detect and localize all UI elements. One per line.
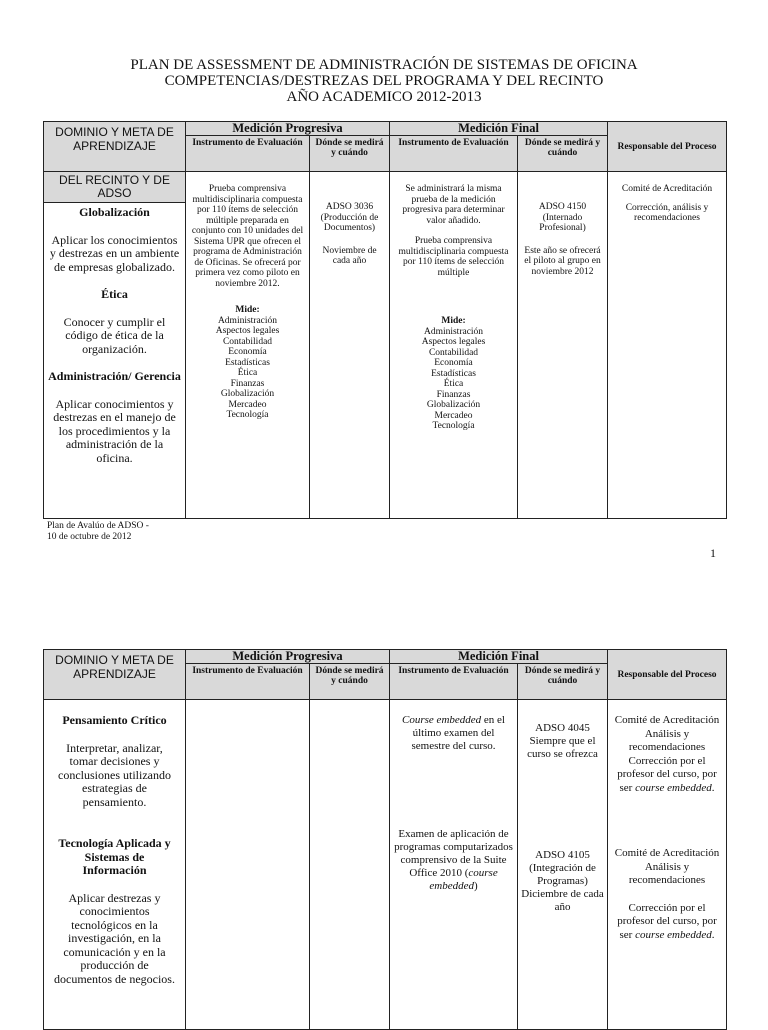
resp-row1-comite: Comité de Acreditación <box>614 714 720 726</box>
final-instr-row2 <box>394 828 513 893</box>
header-final-instrumento: Instrumento de Evaluación <box>390 664 518 700</box>
page-number: 1 <box>710 546 716 560</box>
prog-donde-cell <box>310 172 390 519</box>
final-donde-row1-course: ADSO 4045 <box>535 722 590 734</box>
domain-etica-title: Ética <box>101 287 128 301</box>
final-mide-item: Tecnología <box>432 421 475 431</box>
footer-line-1: Plan de Avalúo de ADSO - <box>47 521 149 531</box>
resp-row2-correccion-text: Corrección por el profesor del curso, por ser <box>617 901 717 941</box>
resp-row1-analisis: Análisis y recomendaciones <box>628 727 706 753</box>
resp-row2-comite: Comité de Acreditación <box>614 847 720 859</box>
header-medicion-final: Medición Final <box>390 122 608 136</box>
responsable-cell <box>608 172 727 519</box>
header-medicion-progresiva: Medición Progresiva <box>186 122 390 136</box>
final-mide-label: Mide: <box>441 316 466 326</box>
prog-mide-item: Aspectos legales <box>215 326 280 336</box>
final-instr-row2-em: course embedded <box>429 867 498 892</box>
prog-mide-item: Mercadeo <box>228 399 267 410</box>
final-donde-cell <box>518 172 608 519</box>
domain-pensamiento-title: Pensamiento Crítico <box>62 713 167 727</box>
header-responsable: Responsable del Proceso <box>608 122 727 172</box>
header-prog-instrumento: Instrumento de Evaluación <box>186 664 310 700</box>
final-instr-row2-text: Examen de aplicación de programas computarizados comprensivo de la Suite Office 2010 ( <box>394 828 513 879</box>
domain-etica-text: Conocer y cumplir el código de ética de la organización. <box>63 314 166 356</box>
final-donde-course: ADSO 4150 (Internado Profesional) <box>538 202 587 233</box>
prog-mide-item: Economía <box>228 347 267 357</box>
prog-instrumento-empty <box>186 700 310 1030</box>
domain-pensamiento-text: Interpretar, analizar, tomar decisiones y conclusiones utilizando estrategias de pensamiento. <box>58 740 171 809</box>
prog-mide-item: Estadísticas <box>225 357 270 368</box>
header-dominio: DOMINIO Y META DE APRENDIZAJE <box>44 122 186 172</box>
final-instr-row1 <box>394 714 513 753</box>
final-donde-when: Este año se ofrecerá el piloto al grupo en noviembre 2012 <box>524 245 601 277</box>
document-title <box>0 57 768 105</box>
prog-mide-list <box>190 316 305 421</box>
domain-globalizacion-text: Aplicar los conocimientos y destrezas en un ambiente de empresas globalizado. <box>49 232 180 274</box>
header-dominio: DOMINIO Y META DE APRENDIZAJE <box>44 650 186 700</box>
header-prog-donde: Dónde se medirá y cuándo <box>310 136 390 172</box>
assessment-table-page-1 <box>43 121 727 519</box>
page-footer <box>47 521 149 543</box>
prog-mide-item: Ética <box>237 368 258 378</box>
footer-line-2: 10 de octubre de 2012 <box>47 532 132 542</box>
domain-administracion-text: Aplicar conocimientos y destrezas en el manejo de los procedimientos y la administración de la oficina. <box>53 396 176 465</box>
responsable-cell <box>608 700 727 1030</box>
assessment-table-page-2 <box>43 649 727 1030</box>
resp-row1-correccion-end: . <box>711 781 715 794</box>
resp-row2-analisis: Análisis y recomendaciones <box>628 860 706 886</box>
prog-mide-label: Mide: <box>235 305 260 315</box>
final-mide-item: Contabilidad <box>428 347 479 358</box>
final-instr-row2-end: ) <box>473 880 478 892</box>
resp-row1-correccion <box>610 755 724 796</box>
prog-mide-item: Finanzas <box>230 378 265 389</box>
header-medicion-final: Medición Final <box>390 650 608 664</box>
final-mide-item: Economía <box>434 358 473 368</box>
resp-row1-correccion-em: course embedded <box>635 781 712 794</box>
final-donde-row1-when: Siempre que el curso se ofrezca <box>527 735 598 760</box>
final-instrumento-cell <box>390 700 518 1030</box>
header-final-instrumento: Instrumento de Evaluación <box>390 136 518 172</box>
header-responsable: Responsable del Proceso <box>608 650 727 700</box>
final-instrumento-cell <box>390 172 518 519</box>
prog-donde-when: Noviembre de cada año <box>322 245 377 266</box>
final-instr-row1-em: Course embedded <box>402 714 482 726</box>
final-mide-item: Aspectos legales <box>421 337 486 347</box>
prog-mide-item: Contabilidad <box>222 336 273 347</box>
prog-mide-item: Tecnología <box>226 410 269 420</box>
dominio-cell <box>44 700 186 1030</box>
title-line-2: COMPETENCIAS/DESTREZAS DEL PROGRAMA Y DEL RECINTO <box>164 73 604 89</box>
final-donde-cell <box>518 700 608 1030</box>
final-donde-row2-course: ADSO 4105 (Integración de Programas) <box>529 849 596 887</box>
responsable-comite: Comité de Acreditación <box>621 184 713 194</box>
header-prog-donde: Dónde se medirá y cuándo <box>310 664 390 700</box>
final-mide-item: Finanzas <box>436 389 471 400</box>
final-instrumento-text-2: Prueba comprensiva multidisciplinaria compuesta por 110 ítems de selección múltiple <box>398 236 509 278</box>
resp-row1-correccion-text: Corrección por el profesor del curso, por ser <box>617 754 717 794</box>
prog-mide-item: Administración <box>217 315 278 326</box>
header-final-donde: Dónde se medirá y cuándo <box>518 664 608 700</box>
prog-instrumento-cell <box>186 172 310 519</box>
prog-donde-course: ADSO 3036 (Producción de Documentos) <box>320 202 379 233</box>
final-mide-item: Globalización <box>426 400 481 410</box>
title-line-1: PLAN DE ASSESSMENT DE ADMINISTRACIÓN DE SISTEMAS DE OFICINA <box>130 57 638 73</box>
final-mide-item: Estadísticas <box>431 368 476 379</box>
recinto-label: DEL RECINTO Y DE ADSO <box>44 172 185 203</box>
header-prog-instrumento: Instrumento de Evaluación <box>186 136 310 172</box>
resp-row2-correccion-em: course embedded <box>635 928 712 941</box>
domain-administracion-title: Administración/ Gerencia <box>48 369 181 383</box>
resp-row2-correccion <box>610 902 724 943</box>
final-mide-item: Administración <box>423 326 484 337</box>
domain-globalizacion-title: Globalización <box>79 205 150 219</box>
domain-tecnologia-text: Aplicar destrezas y conocimientos tecnológicos en la investigación, en la comunicación y en la producción de documentos de negocios. <box>54 890 175 986</box>
domain-tecnologia-title: Tecnología Aplicada y Sistemas de Información <box>58 836 171 877</box>
header-medicion-progresiva: Medición Progresiva <box>186 650 390 664</box>
final-instr-row1-rest: en el último examen del semestre del curso. <box>411 714 505 752</box>
responsable-correccion: Corrección, análisis y recomendaciones <box>625 202 709 223</box>
final-mide-list <box>394 327 513 432</box>
resp-row2-correccion-end: . <box>711 928 715 941</box>
prog-instrumento-text: Prueba comprensiva multidisciplinaria compuesta por 110 ítems de selección múltiple preparada en conjunto con 10 unidades del Sistema UPR que ofrecen el programa de Administración de Oficinas. Se ofrecerá por primera vez como piloto en noviembre 2012. <box>191 184 304 289</box>
title-line-3: AÑO ACADEMICO 2012-2013 <box>286 89 482 105</box>
final-mide-item: Mercadeo <box>434 410 473 421</box>
final-instrumento-text-1: Se administrará la misma prueba de la medición progresiva para determinar valor añadido. <box>402 184 505 226</box>
final-donde-row2-when: Diciembre de cada año <box>521 888 604 913</box>
prog-donde-empty <box>310 700 390 1030</box>
dominio-cell <box>44 172 186 519</box>
final-mide-item: Ética <box>443 379 464 389</box>
header-final-donde: Dónde se medirá y cuándo <box>518 136 608 172</box>
prog-mide-item: Globalización <box>220 389 275 399</box>
